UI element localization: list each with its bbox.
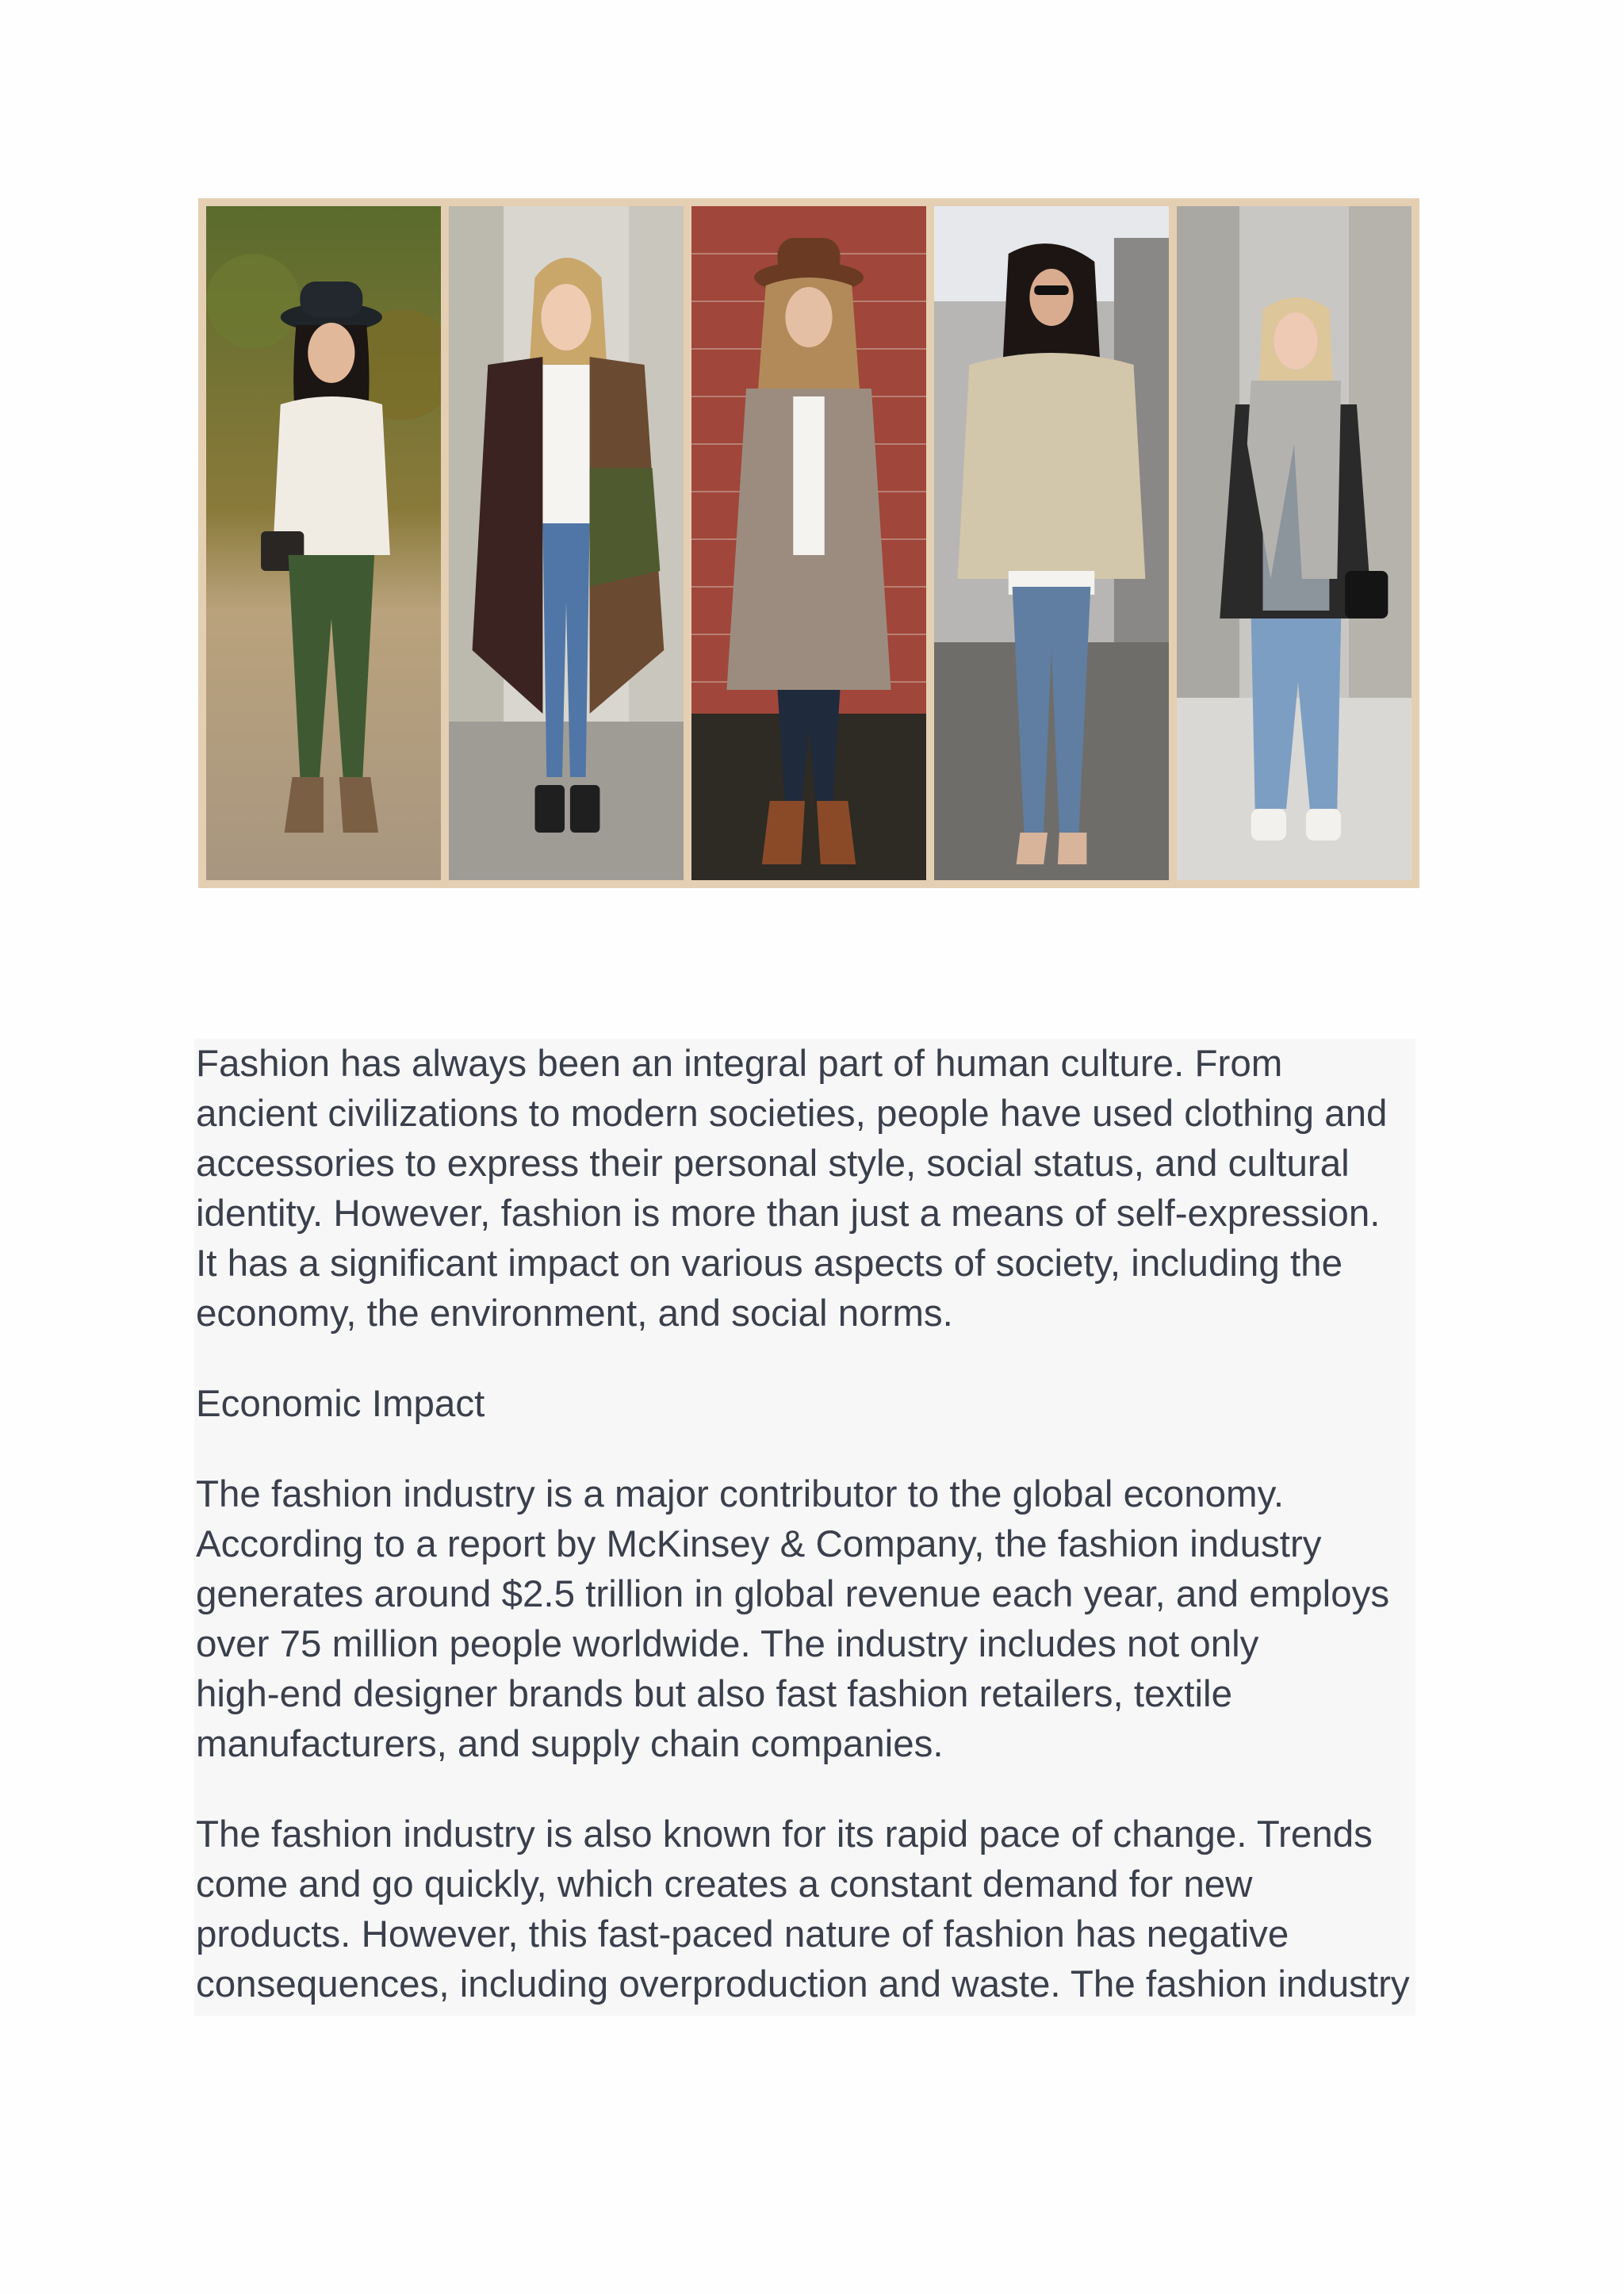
photo-woman-black-hat-green-jeans bbox=[206, 206, 441, 880]
text-line: ancient civilizations to modern societies, people have used clothing and bbox=[196, 1093, 1388, 1135]
text-line: generates around $2.5 trillion in global revenue each year, and employs bbox=[196, 1573, 1390, 1615]
text-line: come and go quickly, which creates a constant demand for new bbox=[196, 1863, 1253, 1905]
text-line: over 75 million people worldwide. The industry includes not only bbox=[196, 1623, 1259, 1665]
text-line: economy, the environment, and social norms. bbox=[196, 1293, 953, 1335]
article-body bbox=[194, 1039, 1415, 2016]
text-line: The fashion industry is also known for its rapid pace of change. Trends bbox=[196, 1813, 1373, 1855]
text-line: Fashion has always been an integral part of human culture. From bbox=[196, 1043, 1283, 1085]
fashion-photo-collage bbox=[198, 198, 1419, 888]
article-paragraph-intro bbox=[196, 1039, 1415, 1338]
text-line: accessories to express their personal style, social status, and cultural bbox=[196, 1143, 1350, 1185]
text-line: consequences, including overproduction and waste. The fashion industry bbox=[196, 1963, 1410, 2005]
photo-woman-brown-hat-knit-cardigan bbox=[691, 206, 926, 880]
photo-woman-patchwork-poncho bbox=[449, 206, 684, 880]
text-line: According to a report by McKinsey & Company, the fashion industry bbox=[196, 1523, 1322, 1565]
text-line: It has a significant impact on various aspects of society, including the bbox=[196, 1243, 1342, 1285]
text-line: products. However, this fast-paced nature of fashion has negative bbox=[196, 1913, 1289, 1955]
text-line: The fashion industry is a major contributor to the global economy. bbox=[196, 1473, 1285, 1515]
photo-woman-beige-sweater bbox=[934, 206, 1169, 880]
text-line: identity. However, fashion is more than just a means of self-expression. bbox=[196, 1193, 1381, 1235]
article-paragraph-change bbox=[196, 1810, 1415, 2009]
section-heading-economic-impact: Economic Impact bbox=[196, 1383, 485, 1425]
text-line: manufacturers, and supply chain companies. bbox=[196, 1723, 944, 1765]
photo-woman-grey-scarf-leather-jacket bbox=[1177, 206, 1411, 880]
text-line: high-end designer brands but also fast fashion retailers, textile bbox=[196, 1673, 1233, 1715]
article-paragraph-economy bbox=[196, 1469, 1415, 1769]
